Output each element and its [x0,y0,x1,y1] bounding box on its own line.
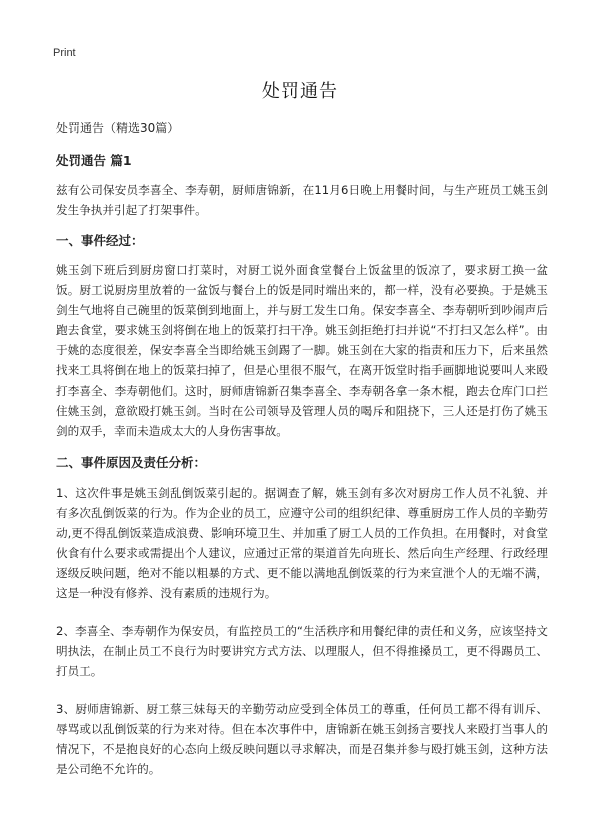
section-1-heading: 一、事件经过： [56,233,144,248]
intro-paragraph: 兹有公司保安员李喜全、李寿朝，厨师唐锦新，在11月6日晚上用餐时间，与生产班员工姚玉剑发生争执并引起了打架事件。 [56,183,548,218]
document-title: 处罚通告 [262,81,338,102]
print-label[interactable]: Print [53,47,76,59]
section-1-paragraph: 姚玉剑下班后到厨房窗口打菜时，对厨工说外面食堂餐台上饭盆里的饭凉了，要求厨工换一盆饭。厨工说厨房里放着的一盆饭与餐台上的饭是同时端出来的，都一样，没有必要换。于是姚玉剑生气地将自己碗里的饭菜倒到地面上，并与厨工发生口角。保安李喜全、李寿朝听到吵闹声后跑去食堂，要求姚玉剑将倒在地上的饭菜打扫干净。姚玉剑拒绝打扫并说“不打扫又怎么样”。由于姚的态度很差，保安李喜全当即给姚玉剑踢了一脚。姚玉剑在大家的指责和压力下，后来虽然找来工具将倒在地上的饭菜扫掉了，但是心里很不服气，在离开饭堂时指手画脚地说要叫人来殴打李喜全、李寿朝他们。这时，厨师唐锦新召集李喜全、李寿朝各拿一条木棍，跑去仓库门口拦住姚玉剑，意欲殴打姚玉剑。当时在公司领导及管理人员的喝斥和阻挠下，三人还是打伤了姚玉剑的双手，幸而未造成太大的人身伤害事故。 [56,263,548,438]
section-2-paragraph-2: 2、李喜全、李寿朝作为保安员，有监控员工的“生活秩序和用餐纪律的责任和义务，应该坚持文明执法，在制止员工不良行为时要讲究方式方法、以理服人，但不得推搡员工，更不得踢员工、打员工。 [56,624,548,679]
part-heading: 处罚通告 篇1 [56,153,132,168]
section-2-heading: 二、事件原因及责任分析： [56,455,207,470]
document-subtitle: 处罚通告（精选30篇） [56,121,180,135]
section-2-paragraph-1: 1、这次件事是姚玉剑乱倒饭菜引起的。据调查了解，姚玉剑有多次对厨房工作人员不礼貌、并有多次乱倒饭菜的行为。作为企业的员工，应遵守公司的组织纪律、尊重厨房工作人员的辛勤劳动,更不得乱倒饭菜造成浪费、影响环境卫生、并加重了厨工人员的工作负担。在用餐时，对食堂伙食有什么要求或需提出个人建议，应通过正常的渠道首先向班长、然后向生产经理、行政经理逐级反映问题，绝对不能以粗暴的方式、更不能以满地乱倒饭菜的行为来宣泄个人的无端不满，这是一种没有修养、没有素质的违规行为。 [56,486,548,601]
section-2-paragraph-3: 3、厨师唐锦新、厨工蔡三妹每天的辛勤劳动应受到全体员工的尊重，任何员工都不得有训斥、辱骂或以乱倒饭菜的行为来对待。但在本次事件中，唐锦新在姚玉剑扬言要找人来殴打当事人的情况下，不是抱良好的心态向上级反映问题以寻求解决，而是召集并参与殴打姚玉剑，这种方法是公司绝不允许的。 [56,702,548,777]
